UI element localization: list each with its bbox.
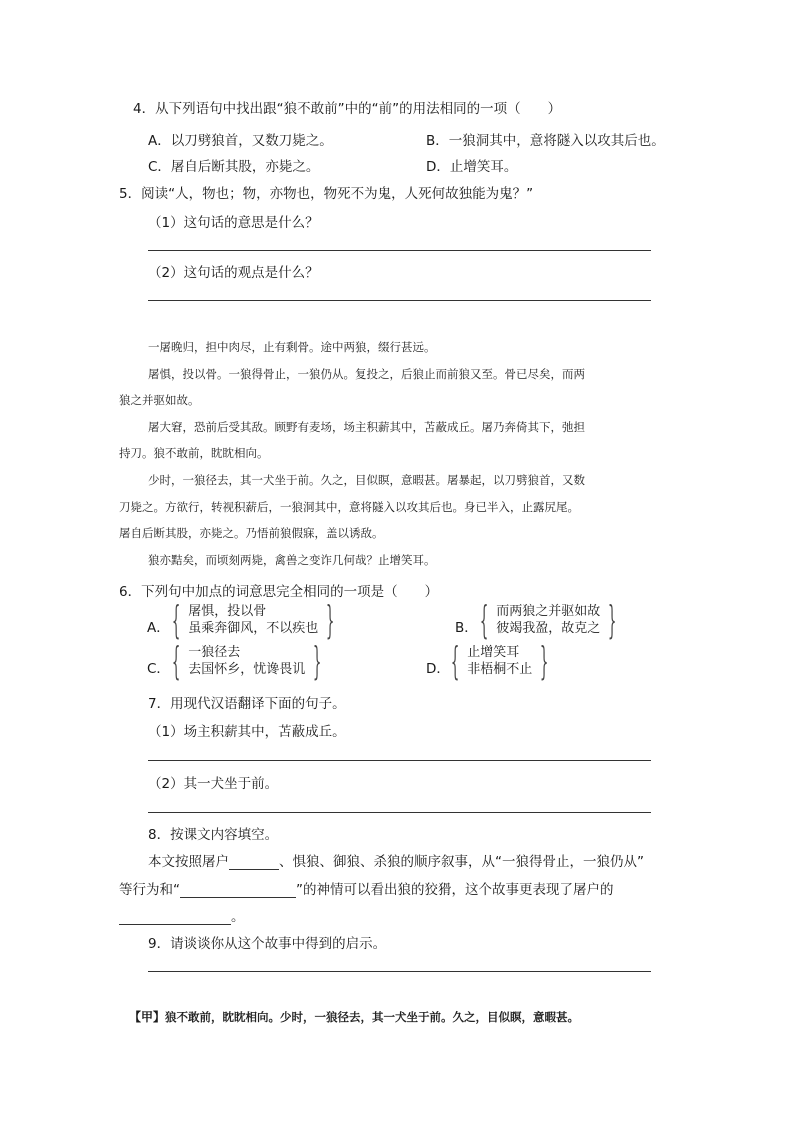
q8-text: ”的神情可以看出狼的狡猾，这个故事更表现了屠户的 [296,882,614,898]
right-brace-icon: } [313,639,322,683]
answer-line [148,812,651,813]
q4-option-c: C．屠自后断其股，亦毙之。 [148,159,320,175]
q5-stem: 5．阅读“人，物也；物，亦物也，物死不为鬼，人死何故独能为鬼？” [119,186,534,202]
q6-option-d-line1: 止增笑耳 [467,645,520,660]
q4-option-b: B．一狼洞其中，意将隧入以攻其后也。 [426,133,665,149]
q6-option-a-group [164,598,342,642]
q8-text: 本文按照屠户 [148,854,229,870]
answer-line [148,300,651,301]
q6-option-a-line2: 虽乘奔御风，不以疾也 [188,621,319,636]
passage-line: 少时，一狼径去，其一犬坐于前。久之，目似瞑，意暇甚。屠暴起，以刀劈狼首，又数 [148,473,585,487]
q8-text: 。 [231,909,245,925]
jia-text: 狼不敢前，眈眈相向。少时，一狼径去，其一犬坐于前。久之，目似瞑，意暇甚。 [165,1010,580,1024]
q8-text: 、惧狼、御狼、杀狼的顺序叙事，从“一狼得骨止，一狼仍从” [279,854,644,870]
q6-option-a-label: A． [147,620,170,636]
passage-line: 屠惧，投以骨。一狼得骨止，一狼仍从。复投之，后狼止而前狼又至。骨已尽矣，而两 [148,367,585,381]
passage-line: 屠自后断其股，亦毙之。乃悟前狼假寐，盖以诱敌。 [119,526,384,540]
left-brace-icon: { [171,598,181,642]
right-brace-icon: } [540,639,549,683]
q6-option-c-label: C． [147,661,170,677]
q7-stem: 7．用现代汉语翻译下面的句子。 [148,696,346,712]
q6-option-c-line1: 一狼径去 [188,645,241,660]
left-brace-icon: { [450,639,460,683]
q6-option-d-line2: 非梧桐不止 [467,662,533,677]
answer-line [148,971,651,972]
answer-line [148,760,651,761]
passage-line: 狼亦黠矣，而顷刻两毙，禽兽之变诈几何哉？止增笑耳。 [148,553,436,567]
q6-option-b-label: B． [455,620,478,636]
q6-option-d-group [443,639,556,683]
answer-line [148,250,651,251]
q8-line2 [119,878,614,898]
q8-line1 [148,850,644,870]
q7-sub2: （2）其一犬坐于前。 [148,776,279,792]
q4-option-d: D．止增笑耳。 [426,159,518,175]
q6-option-c-group [164,639,329,683]
right-brace-icon: } [608,598,617,642]
q6-option-d-label: D． [426,661,450,677]
left-brace-icon: { [171,639,181,683]
jia-label: 【甲】 [129,1010,166,1024]
q6-option-b-line1: 而两狼之并驱如故 [496,604,601,619]
q8-stem: 8．按课文内容填空。 [148,827,279,843]
q8-line3 [119,905,245,925]
q7-sub1: （1）场主积薪其中，苫蔽成丘。 [148,724,346,740]
q6-option-c-line2: 去国怀乡，忧谗畏讥 [188,662,306,677]
passage-line: 刀毙之。方欲行，转视积薪后，一狼洞其中，意将隧入以攻其后也。身已半入，止露尻尾。 [119,500,579,514]
fill-blank[interactable] [180,883,296,898]
fill-blank[interactable] [119,910,231,925]
left-brace-icon: { [479,598,489,642]
q6-stem: 6．下列句中加点的词意思完全相同的一项是（ ） [119,584,439,600]
q5-sub2: （2）这句话的观点是什么？ [148,265,319,281]
q6-option-b-group [472,598,624,642]
q4-option-a: A．以刀劈狼首，又数刀毙之。 [148,133,333,149]
passage-line: 持刀。狼不敢前，眈眈相向。 [119,446,269,460]
q6-option-a-line1: 屠惧，投以骨 [188,604,267,619]
q4-stem: 4．从下列语句中找出跟“狼不敢前”中的“前”的用法相同的一项（ ） [133,101,562,117]
jia-passage [129,1008,579,1025]
q9-stem: 9．请谈谈你从这个故事中得到的启示。 [148,936,387,952]
passage-line: 一屠晚归，担中肉尽，止有剩骨。途中两狼，缀行甚远。 [148,340,436,354]
fill-blank[interactable] [229,855,279,870]
q6-option-b-line2: 彼竭我盈，故克之 [496,621,601,636]
passage-line: 狼之并驱如故。 [119,393,200,407]
right-brace-icon: } [326,598,335,642]
q5-sub1: （1）这句话的意思是什么？ [148,215,319,231]
q8-text: 等行为和“ [119,882,180,898]
passage-line: 屠大窘，恐前后受其敌。顾野有麦场，场主积薪其中，苫蔽成丘。屠乃奔倚其下，弛担 [148,420,585,434]
